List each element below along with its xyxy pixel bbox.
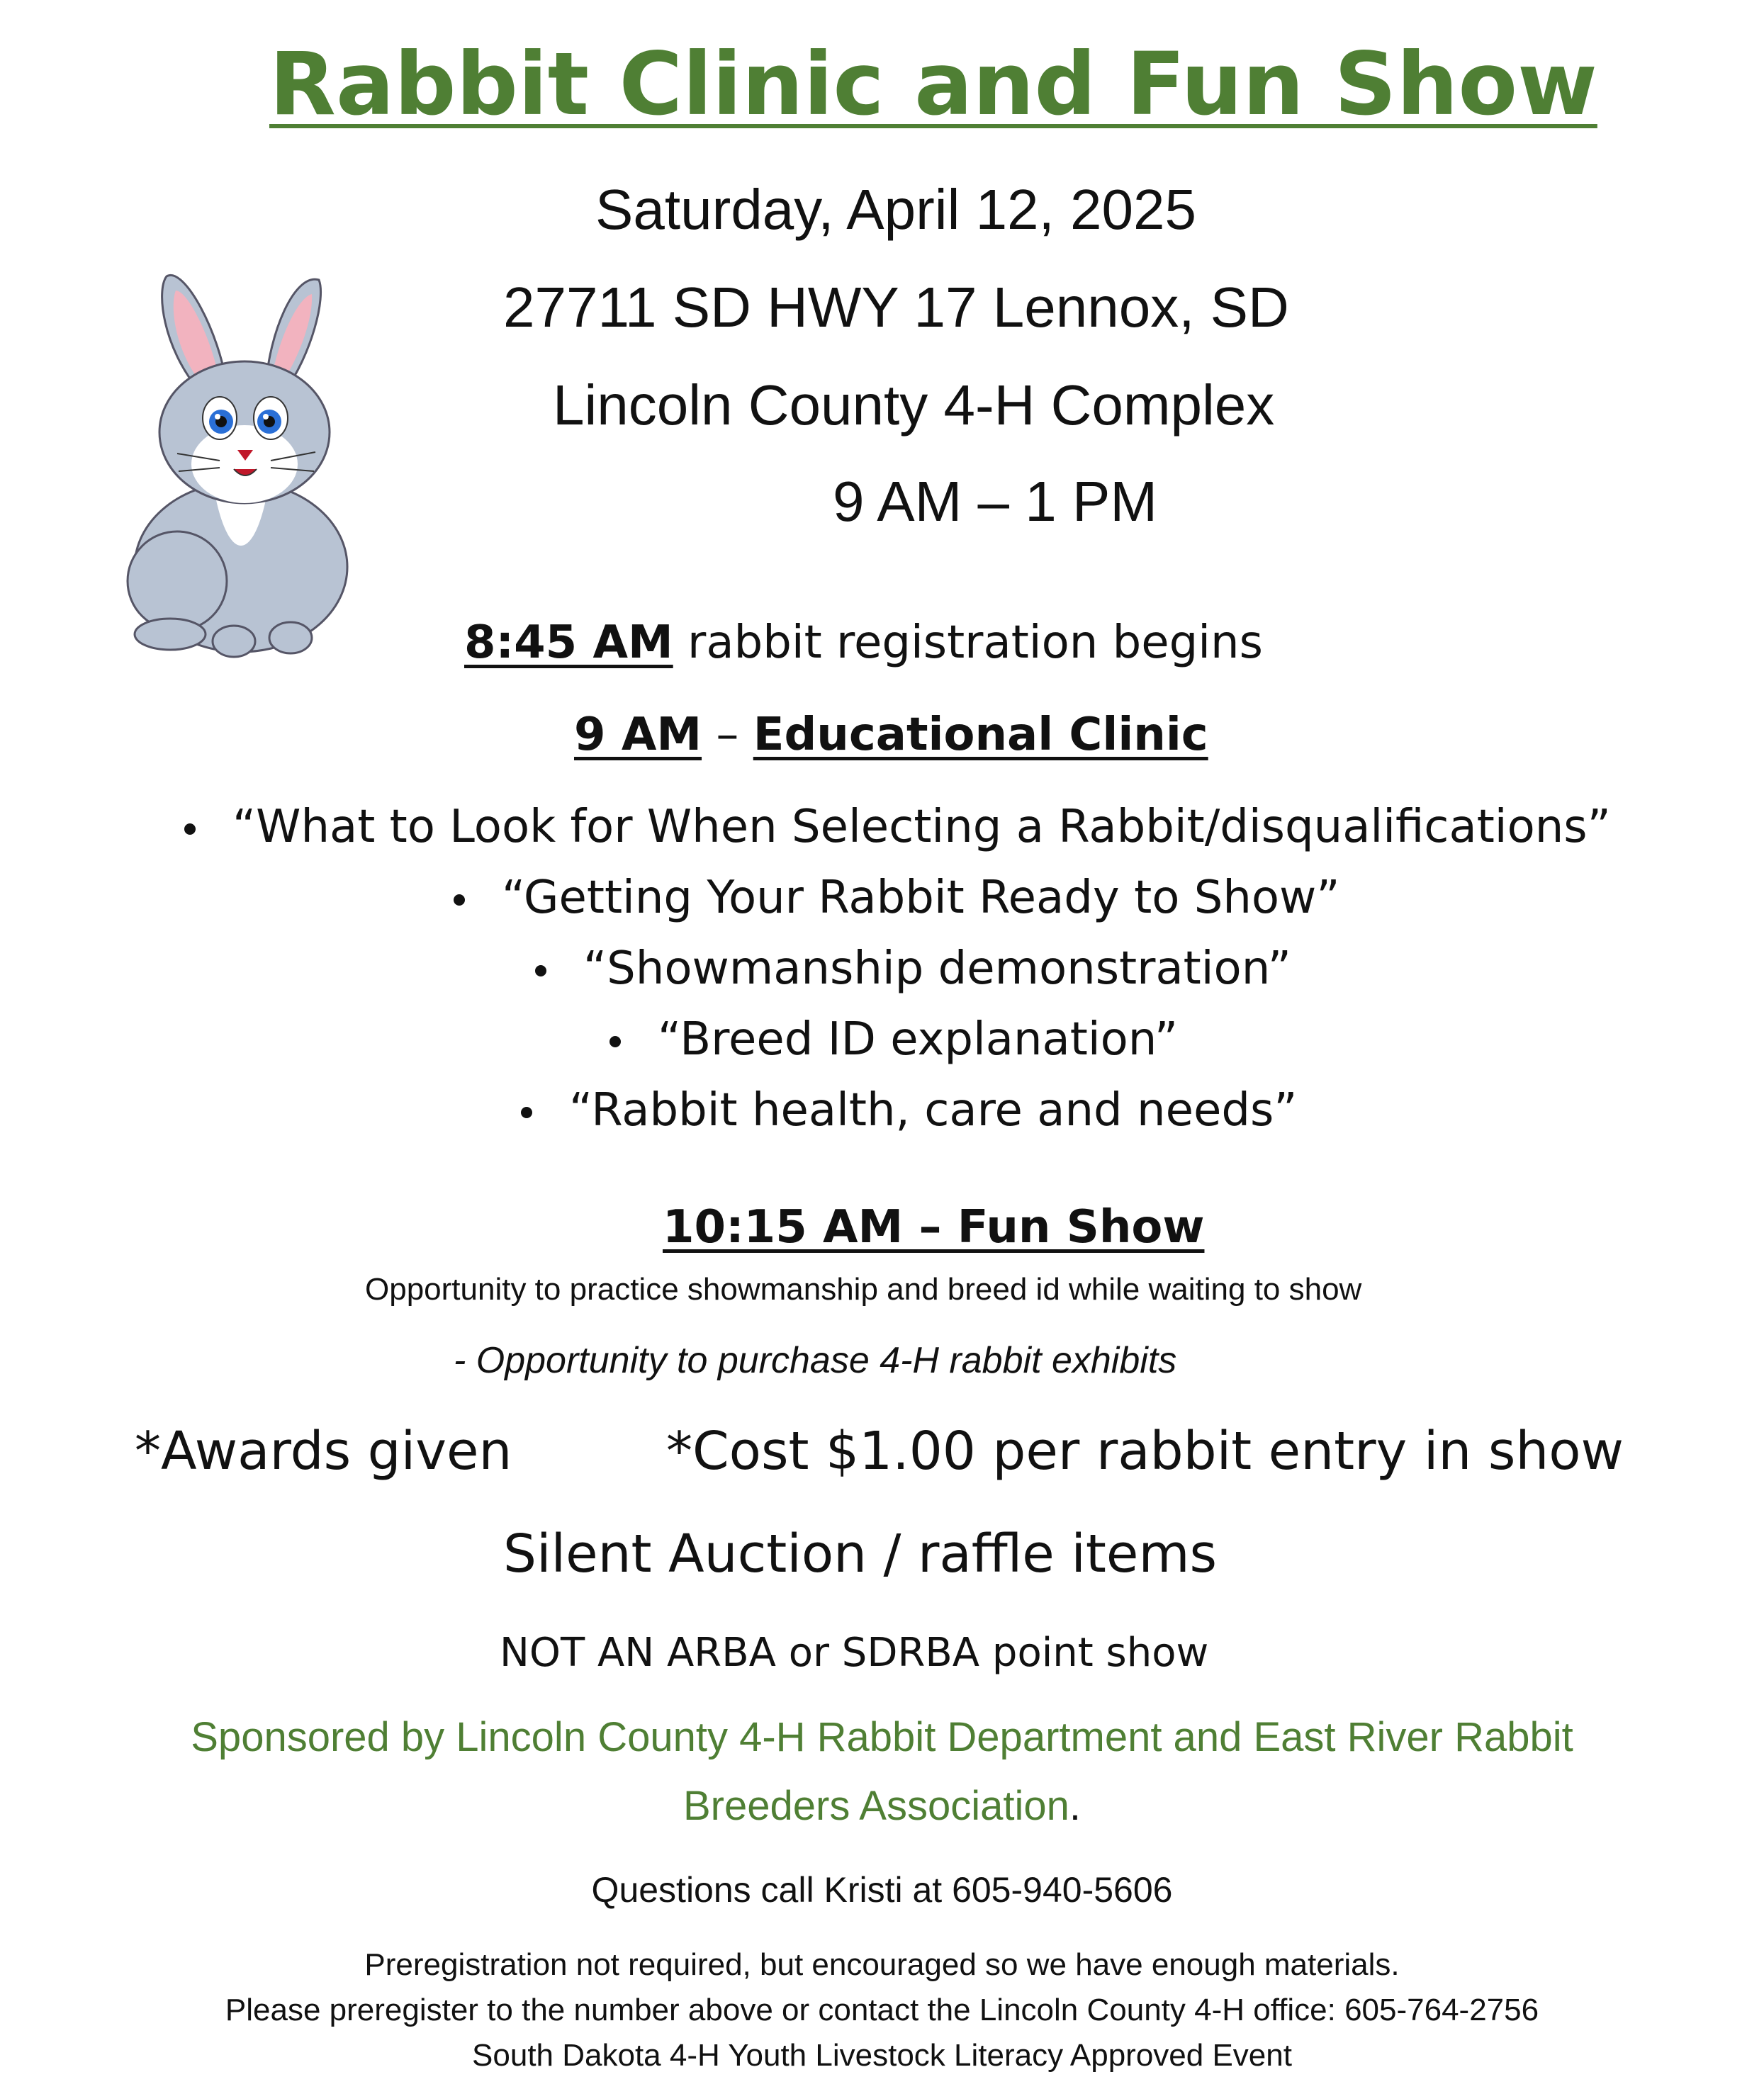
- list-item: [535, 942, 1291, 995]
- bullet-icon: [184, 823, 196, 835]
- purchase-note: - Opportunity to purchase 4-H rabbit exhibits: [454, 1340, 1177, 1381]
- bullet-icon: [521, 1107, 532, 1118]
- sponsor-line-2: [0, 1782, 1764, 1830]
- list-item: [184, 801, 1611, 853]
- prereg-line-2: Please preregister to the number above or contact the Lincoln County 4-H office: 605-764-2756: [225, 1993, 1539, 2027]
- list-item: [609, 1013, 1178, 1066]
- bullet-icon: [535, 965, 546, 976]
- list-item: [521, 1084, 1297, 1137]
- sponsor-org: Breeders Association: [683, 1783, 1069, 1829]
- registration-text: rabbit registration begins: [673, 616, 1263, 669]
- event-date: Saturday, April 12, 2025: [595, 178, 1196, 241]
- bullet-icon: [609, 1036, 621, 1047]
- clinic-separator: –: [702, 709, 753, 761]
- topic-label: “What to Look for When Selecting a Rabbit/disqualifications”: [232, 801, 1611, 853]
- event-address: 27711 SD HWY 17 Lennox, SD: [503, 276, 1289, 339]
- registration-line: [464, 616, 1263, 669]
- bullet-icon: [454, 894, 465, 906]
- awards-text: *Awards given: [135, 1421, 512, 1482]
- fun-show-note: Opportunity to practice showmanship and breed id while waiting to show: [365, 1272, 1362, 1307]
- rabbit-icon: [113, 269, 369, 666]
- clinic-heading: [574, 709, 1208, 761]
- clinic-time: 9 AM: [574, 709, 702, 761]
- questions-text: Questions call Kristi at 605-940-5606: [591, 1870, 1173, 1910]
- sponsor-line-1: Sponsored by Lincoln County 4-H Rabbit Department and East River Rabbit: [191, 1714, 1573, 1760]
- not-point-show-text: NOT AN ARBA or SDRBA point show: [500, 1630, 1209, 1676]
- cost-text: *Cost $1.00 per rabbit entry in show: [666, 1421, 1624, 1482]
- prereg-line-1: Preregistration not required, but encouraged so we have enough materials.: [364, 1947, 1400, 1982]
- event-venue: Lincoln County 4-H Complex: [553, 373, 1275, 437]
- topic-label: “Rabbit health, care and needs”: [569, 1084, 1298, 1137]
- page-title: Rabbit Clinic and Fun Show: [269, 34, 1597, 135]
- event-hours: 9 AM – 1 PM: [833, 470, 1157, 533]
- sponsor-period: .: [1069, 1783, 1081, 1829]
- topic-label: “Showmanship demonstration”: [583, 942, 1291, 995]
- approved-event-text: South Dakota 4-H Youth Livestock Literacy Approved Event: [472, 2038, 1292, 2073]
- fun-show-heading: 10:15 AM – Fun Show: [663, 1201, 1205, 1254]
- topic-label: “Getting Your Rabbit Ready to Show”: [502, 872, 1340, 924]
- clinic-title: Educational Clinic: [753, 709, 1208, 761]
- topic-label: “Breed ID explanation”: [658, 1013, 1178, 1066]
- auction-text: Silent Auction / raffle items: [503, 1524, 1218, 1584]
- registration-time: 8:45 AM: [464, 616, 673, 669]
- list-item: [454, 872, 1340, 924]
